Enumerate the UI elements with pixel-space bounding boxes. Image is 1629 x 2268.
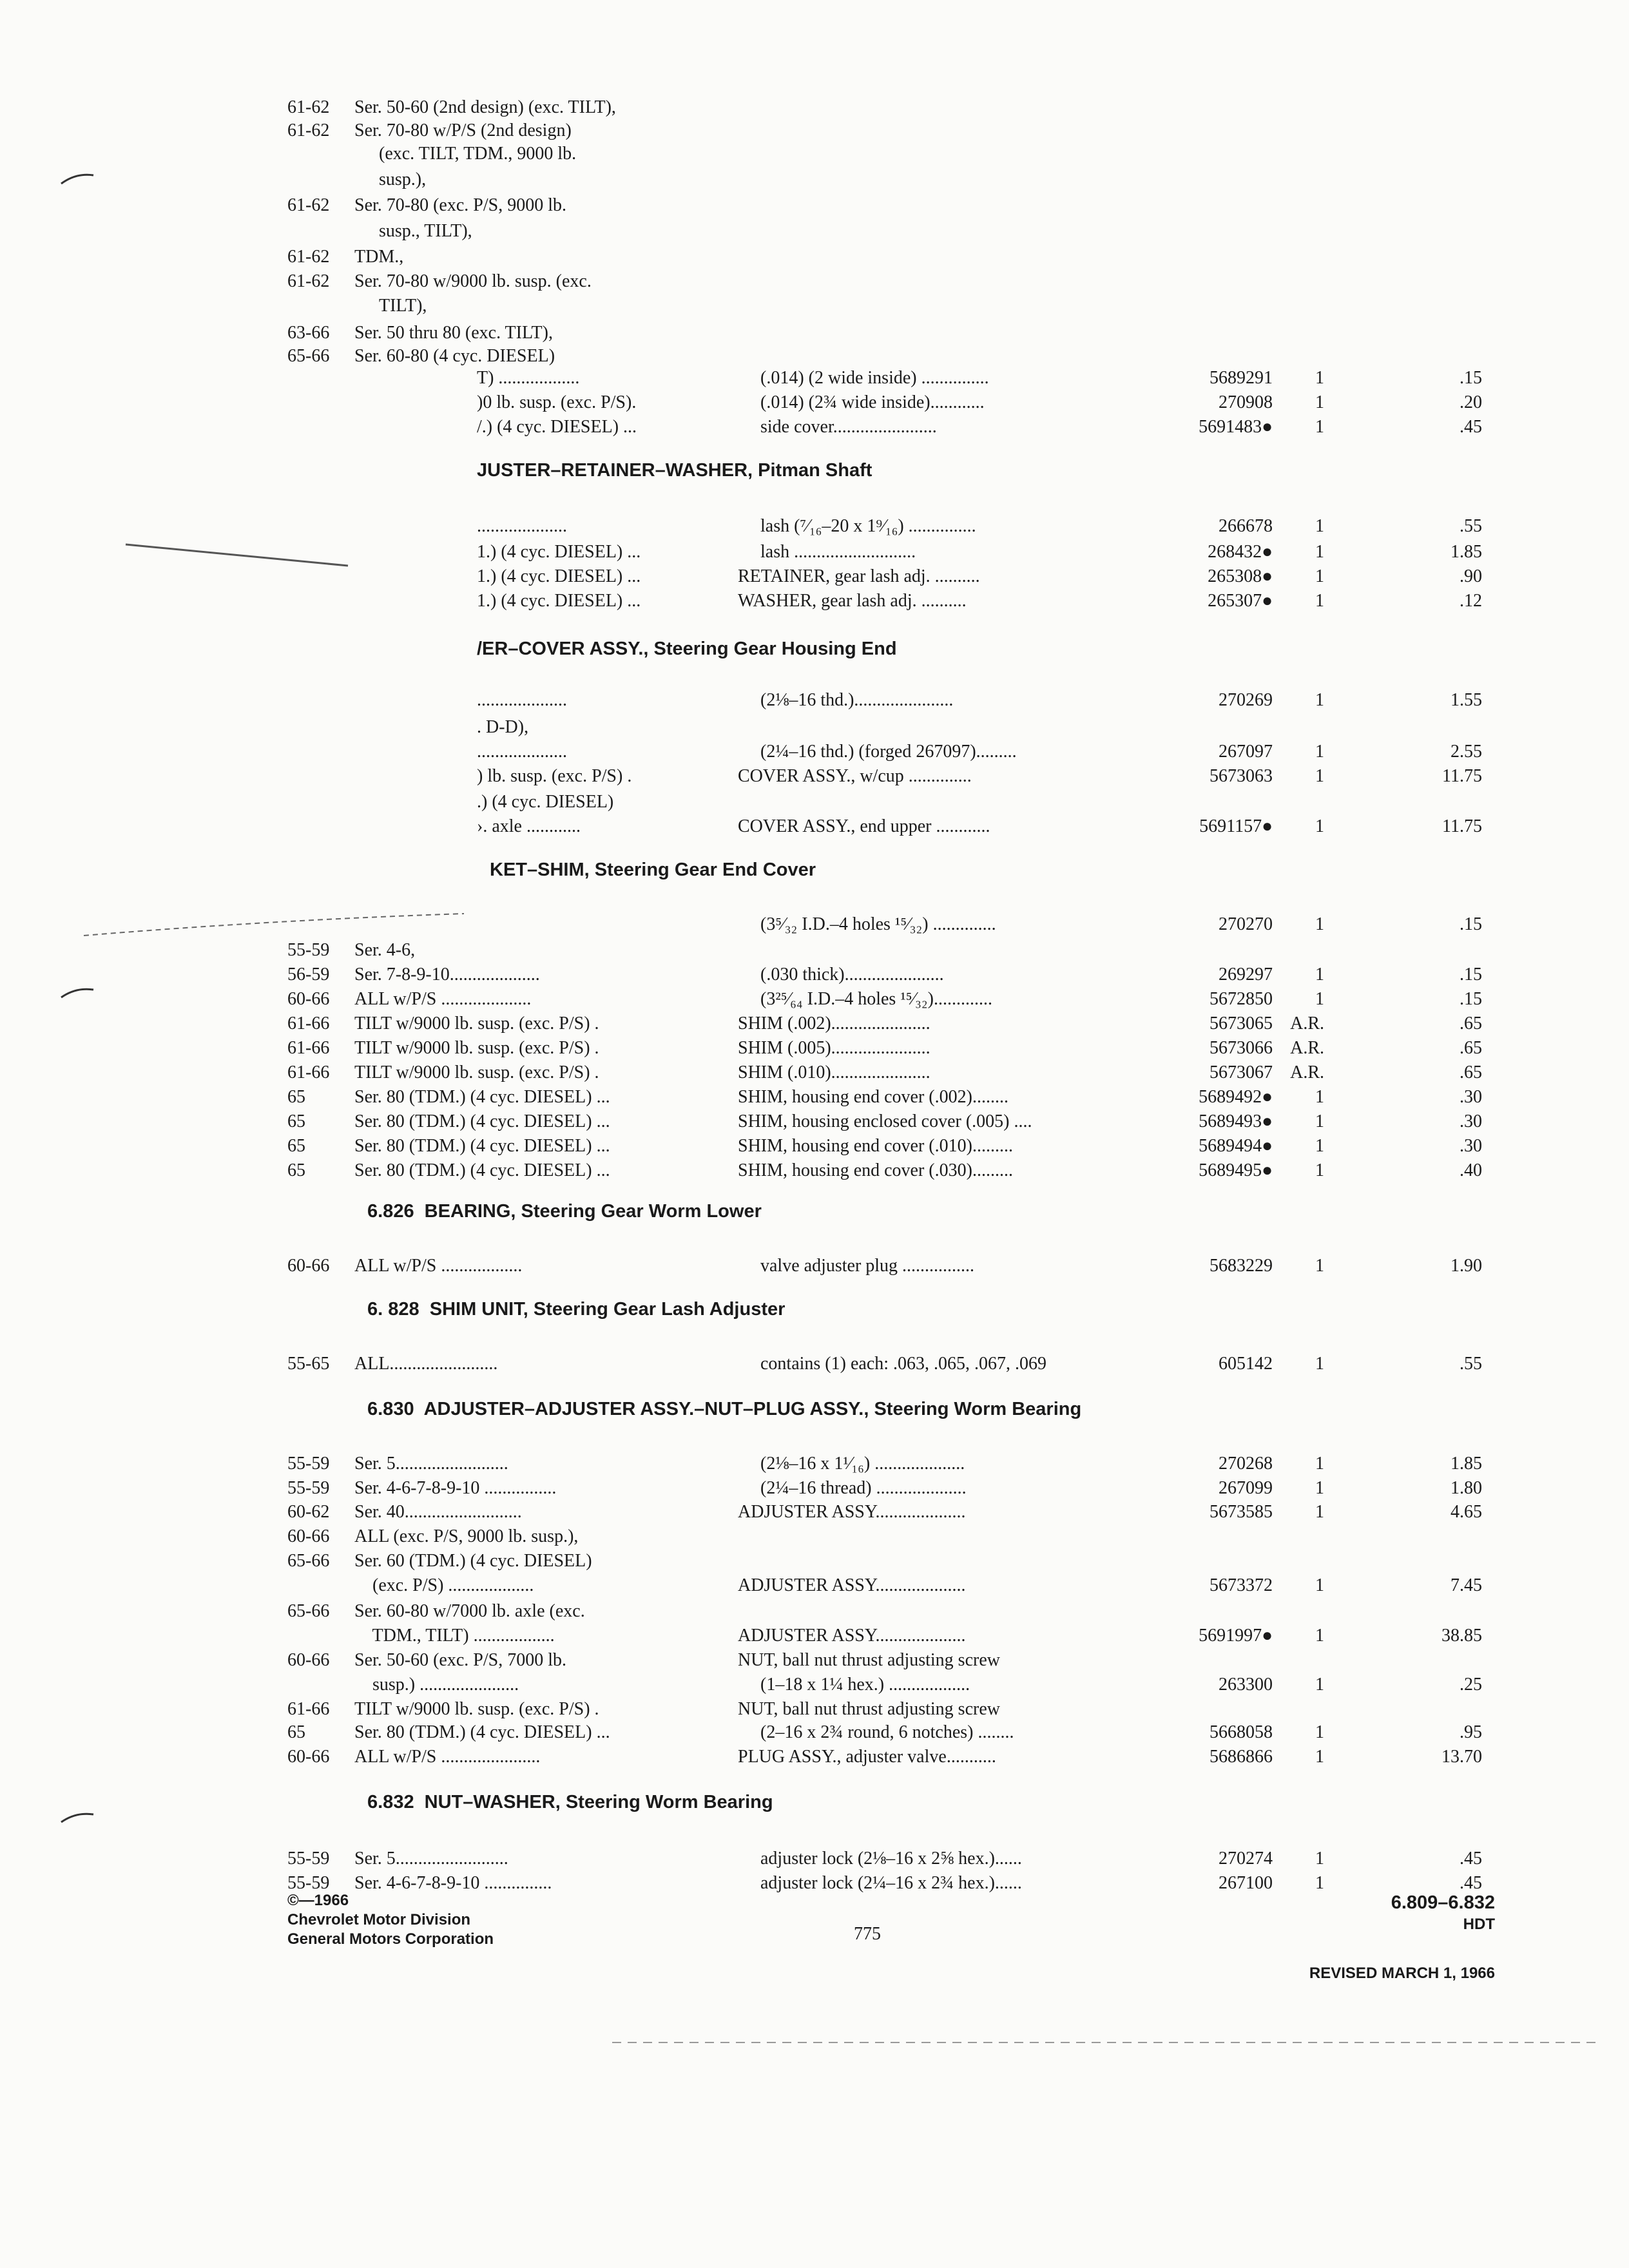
row-quantity: 1 <box>1315 1873 1324 1893</box>
row-description: (.014) (2¾ wide inside)............ <box>760 392 985 412</box>
row-price: .30 <box>1460 1087 1482 1107</box>
row-application: Ser. 60 (TDM.) (4 cyc. DIESEL) <box>354 1551 592 1571</box>
row-price: 11.75 <box>1442 816 1482 836</box>
row-application: T) .................. <box>477 368 580 388</box>
row-application: ALL w/P/S ...................... <box>354 1747 541 1767</box>
row-application: TILT w/9000 lb. susp. (exc. P/S) . <box>354 1699 599 1719</box>
row-application: /.) (4 cyc. DIESEL) ... <box>477 417 637 437</box>
row-quantity: 1 <box>1315 542 1324 562</box>
row-years: 65 <box>287 1087 305 1107</box>
application-text: Ser. 70-80 (exc. P/S, 9000 lb. <box>354 195 566 215</box>
section-heading: 6.826 BEARING, Steering Gear Worm Lower <box>367 1201 762 1222</box>
row-years: 55-59 <box>287 1873 330 1893</box>
row-description: lash (⁷⁄₁₆–20 x 1⁹⁄₁₆) ............... <box>760 516 976 536</box>
row-application: .................... <box>477 690 567 710</box>
row-description: (2⅛–16 x 1¹⁄₁₆) .................... <box>760 1454 965 1474</box>
row-years: 60-66 <box>287 1256 330 1276</box>
row-description: (3⁵⁄₃₂ I.D.–4 holes ¹⁵⁄₃₂) .............. <box>760 914 996 934</box>
row-description: (.030 thick)...................... <box>760 965 944 985</box>
row-years: 61-66 <box>287 1014 330 1033</box>
row-description: (1–18 x 1¼ hex.) .................. <box>760 1675 970 1695</box>
row-part-number: 5673065 <box>1210 1014 1273 1033</box>
application-years: 61-62 <box>287 120 330 140</box>
row-price: .15 <box>1460 989 1482 1009</box>
row-application: Ser. 60-80 w/7000 lb. axle (exc. <box>354 1601 585 1621</box>
row-application: Ser. 5......................... <box>354 1454 508 1474</box>
row-part-number: 266678 <box>1219 516 1273 536</box>
row-quantity: A.R. <box>1290 1062 1324 1082</box>
row-part-number: 265307● <box>1208 591 1273 611</box>
application-years: 63-66 <box>287 323 330 343</box>
row-years: 56-59 <box>287 965 330 985</box>
row-application: TDM., TILT) .................. <box>354 1626 555 1646</box>
row-quantity: 1 <box>1315 989 1324 1009</box>
row-quantity: 1 <box>1315 1502 1324 1522</box>
row-quantity: 1 <box>1315 1454 1324 1474</box>
row-years: 55-65 <box>287 1354 330 1374</box>
row-part-number: 5689493● <box>1199 1111 1273 1131</box>
row-application: 1.) (4 cyc. DIESEL) ... <box>477 566 641 586</box>
copyright: ©—1966 <box>287 1892 349 1909</box>
row-price: .65 <box>1460 1014 1482 1033</box>
row-application: TILT w/9000 lb. susp. (exc. P/S) . <box>354 1014 599 1033</box>
row-price: .65 <box>1460 1038 1482 1058</box>
row-part-number: 270268 <box>1219 1454 1273 1474</box>
row-description: adjuster lock (2¼–16 x 2¾ hex.)...... <box>760 1873 1022 1893</box>
row-quantity: 1 <box>1315 766 1324 786</box>
row-part-number: 5689291 <box>1210 368 1273 388</box>
section-heading: 6.830 ADJUSTER–ADJUSTER ASSY.–NUT–PLUG ASSY., Steering Worm Bearing <box>367 1399 1082 1419</box>
row-quantity: 1 <box>1315 368 1324 388</box>
row-price: 2.55 <box>1451 742 1482 762</box>
row-price: .45 <box>1460 1873 1482 1893</box>
row-description: (.014) (2 wide inside) ............... <box>760 368 989 388</box>
row-quantity: 1 <box>1315 1136 1324 1156</box>
row-application: 1.) (4 cyc. DIESEL) ... <box>477 542 641 562</box>
row-description: SHIM, housing end cover (.002)........ <box>738 1087 1008 1107</box>
row-quantity: 1 <box>1315 1087 1324 1107</box>
row-price: 1.80 <box>1451 1478 1482 1498</box>
row-part-number: 270269 <box>1219 690 1273 710</box>
row-part-number: 267100 <box>1219 1873 1273 1893</box>
row-part-number: 269297 <box>1219 965 1273 985</box>
row-description: COVER ASSY., w/cup .............. <box>738 766 972 786</box>
row-description: SHIM, housing enclosed cover (.005) .... <box>738 1111 1032 1131</box>
row-price: 1.85 <box>1451 542 1482 562</box>
row-part-number: 265308● <box>1208 566 1273 586</box>
application-text: Ser. 50 thru 80 (exc. TILT), <box>354 323 553 343</box>
row-years: 65 <box>287 1722 305 1742</box>
row-part-number: 5672850 <box>1210 989 1273 1009</box>
binding-hole-mark <box>61 989 93 997</box>
row-price: .15 <box>1460 368 1482 388</box>
binding-hole-mark <box>61 175 93 184</box>
row-years: 65 <box>287 1111 305 1131</box>
row-application: Ser. 4-6-7-8-9-10 ............... <box>354 1873 552 1893</box>
row-quantity: 1 <box>1315 516 1324 536</box>
row-years: 60-66 <box>287 1650 330 1670</box>
row-description: ADJUSTER ASSY.................... <box>738 1502 966 1522</box>
row-application: Ser. 80 (TDM.) (4 cyc. DIESEL) ... <box>354 1136 610 1156</box>
row-quantity: 1 <box>1315 1849 1324 1869</box>
row-application: (exc. P/S) ................... <box>354 1575 534 1595</box>
row-price: 7.45 <box>1451 1575 1482 1595</box>
row-quantity: 1 <box>1315 1478 1324 1498</box>
row-quantity: 1 <box>1315 1354 1324 1374</box>
row-description: adjuster lock (2⅛–16 x 2⅝ hex.)...... <box>760 1849 1022 1869</box>
row-application: ALL w/P/S .................. <box>354 1256 523 1276</box>
row-application: Ser. 50-60 (exc. P/S, 7000 lb. <box>354 1650 566 1670</box>
row-description: (3²⁵⁄₆₄ I.D.–4 holes ¹⁵⁄₃₂)............. <box>760 989 993 1009</box>
row-description: side cover....................... <box>760 417 937 437</box>
division-name: Chevrolet Motor Division <box>287 1911 471 1928</box>
row-price: .90 <box>1460 566 1482 586</box>
row-description: SHIM (.002)...................... <box>738 1014 930 1033</box>
catalog-code: HDT <box>1463 1916 1495 1933</box>
application-text: Ser. 60-80 (4 cyc. DIESEL) <box>354 346 555 366</box>
row-price: .30 <box>1460 1111 1482 1131</box>
row-application: Ser. 7-8-9-10.................... <box>354 965 540 985</box>
row-price: .65 <box>1460 1062 1482 1082</box>
application-text: Ser. 70-80 w/P/S (2nd design) <box>354 120 572 140</box>
row-years: 65-66 <box>287 1551 330 1571</box>
row-price: .15 <box>1460 914 1482 934</box>
row-application: 1.) (4 cyc. DIESEL) ... <box>477 591 641 611</box>
row-quantity: 1 <box>1315 417 1324 437</box>
row-years: 60-66 <box>287 989 330 1009</box>
row-description: SHIM (.010)...................... <box>738 1062 930 1082</box>
row-price: .12 <box>1460 591 1482 611</box>
row-price: .55 <box>1460 1354 1482 1374</box>
row-application: Ser. 80 (TDM.) (4 cyc. DIESEL) ... <box>354 1160 610 1180</box>
row-part-number: 5691997● <box>1199 1626 1273 1646</box>
row-part-number: 5683229 <box>1210 1256 1273 1276</box>
row-application: .................... <box>477 516 567 536</box>
row-price: 1.90 <box>1451 1256 1482 1276</box>
row-description: (2–16 x 2¾ round, 6 notches) ........ <box>760 1722 1014 1742</box>
row-quantity: 1 <box>1315 965 1324 985</box>
row-part-number: 267097 <box>1219 742 1273 762</box>
application-text: Ser. 50-60 (2nd design) (exc. TILT), <box>354 97 616 117</box>
row-quantity: 1 <box>1315 591 1324 611</box>
row-description: valve adjuster plug ................ <box>760 1256 975 1276</box>
row-application: Ser. 4-6-7-8-9-10 ................ <box>354 1478 557 1498</box>
row-part-number: 5668058 <box>1210 1722 1273 1742</box>
row-part-number: 5673063 <box>1210 766 1273 786</box>
application-text: (exc. TILT, TDM., 9000 lb. <box>379 144 577 164</box>
row-application: ALL........................ <box>354 1354 498 1374</box>
row-description: SHIM, housing end cover (.010)......... <box>738 1136 1013 1156</box>
section-heading: 6. 828 SHIM UNIT, Steering Gear Lash Adjuster <box>367 1299 786 1320</box>
row-quantity: 1 <box>1315 690 1324 710</box>
row-application: susp.) ...................... <box>354 1675 519 1695</box>
application-text: susp.), <box>379 169 427 189</box>
row-price: 4.65 <box>1451 1502 1482 1522</box>
row-application: ALL w/P/S .................... <box>354 989 532 1009</box>
row-years: 60-66 <box>287 1526 330 1546</box>
row-quantity: 1 <box>1315 914 1324 934</box>
row-years: 65 <box>287 1136 305 1156</box>
row-price: 38.85 <box>1441 1626 1482 1646</box>
row-description: PLUG ASSY., adjuster valve........... <box>738 1747 996 1767</box>
row-years: 55-59 <box>287 1454 330 1474</box>
row-part-number: 5689495● <box>1199 1160 1273 1180</box>
row-quantity: 1 <box>1315 1256 1324 1276</box>
row-part-number: 5691157● <box>1199 816 1273 836</box>
application-text: Ser. 70-80 w/9000 lb. susp. (exc. <box>354 271 592 291</box>
row-quantity: 1 <box>1315 1111 1324 1131</box>
scan-smudge <box>126 544 348 566</box>
section-heading: 6.832 NUT–WASHER, Steering Worm Bearing <box>367 1792 773 1812</box>
revised-date: REVISED MARCH 1, 1966 <box>1309 1965 1495 1982</box>
row-price: .40 <box>1460 1160 1482 1180</box>
row-quantity: 1 <box>1315 1747 1324 1767</box>
application-years: 65-66 <box>287 346 330 366</box>
row-quantity: 1 <box>1315 1160 1324 1180</box>
row-part-number: 5673067 <box>1210 1062 1273 1082</box>
row-price: 1.85 <box>1451 1454 1482 1474</box>
row-years: 65 <box>287 1160 305 1180</box>
row-price: .20 <box>1460 392 1482 412</box>
row-application: Ser. 40.......................... <box>354 1502 522 1522</box>
application-years: 61-62 <box>287 195 330 215</box>
row-part-number: 263300 <box>1219 1675 1273 1695</box>
section-heading: KET–SHIM, Steering Gear End Cover <box>490 860 816 880</box>
scan-smudge <box>84 914 464 936</box>
row-application: Ser. 80 (TDM.) (4 cyc. DIESEL) ... <box>354 1111 610 1131</box>
row-years: 65-66 <box>287 1601 330 1621</box>
row-part-number: 5689494● <box>1199 1136 1273 1156</box>
row-description: COVER ASSY., end upper ............ <box>738 816 990 836</box>
row-quantity: 1 <box>1315 1722 1324 1742</box>
row-price: .30 <box>1460 1136 1482 1156</box>
row-part-number: 5673372 <box>1210 1575 1273 1595</box>
row-part-number: 5686866 <box>1210 1747 1273 1767</box>
row-quantity: 1 <box>1315 816 1324 836</box>
application-text: susp., TILT), <box>379 221 472 241</box>
corporation-name: General Motors Corporation <box>287 1930 494 1948</box>
row-price: 11.75 <box>1442 766 1482 786</box>
row-quantity: A.R. <box>1290 1014 1324 1033</box>
row-years: 61-66 <box>287 1062 330 1082</box>
row-quantity: 1 <box>1315 566 1324 586</box>
section-heading: /ER–COVER ASSY., Steering Gear Housing End <box>477 639 897 659</box>
row-part-number: 5673585 <box>1210 1502 1273 1522</box>
row-part-number: 605142 <box>1219 1354 1273 1374</box>
row-price: .45 <box>1460 417 1482 437</box>
row-part-number: 5689492● <box>1199 1087 1273 1107</box>
row-price: 13.70 <box>1441 1747 1482 1767</box>
row-description: SHIM, housing end cover (.030)......... <box>738 1160 1013 1180</box>
row-application: )0 lb. susp. (exc. P/S). <box>477 392 637 412</box>
row-description: (2¼–16 thread) .................... <box>760 1478 967 1498</box>
row-price: 1.55 <box>1451 690 1482 710</box>
row-description: NUT, ball nut thrust adjusting screw <box>738 1699 1000 1719</box>
row-description: lash ........................... <box>760 542 916 562</box>
row-part-number: 270270 <box>1219 914 1273 934</box>
row-part-number: 268432● <box>1208 542 1273 562</box>
binding-hole-mark <box>61 1814 93 1822</box>
row-years: 60-66 <box>287 1747 330 1767</box>
row-description: RETAINER, gear lash adj. .......... <box>738 566 980 586</box>
row-description: (2⅛–16 thd.)...................... <box>760 690 954 710</box>
row-part-number: 270908 <box>1219 392 1273 412</box>
row-description: SHIM (.005)...................... <box>738 1038 930 1058</box>
application-years: 61-62 <box>287 247 330 267</box>
page-number: 775 <box>854 1924 881 1944</box>
row-years: 61-66 <box>287 1038 330 1058</box>
row-price: .55 <box>1460 516 1482 536</box>
section-range: 6.809–6.832 <box>1391 1892 1495 1913</box>
row-application: Ser. 80 (TDM.) (4 cyc. DIESEL) ... <box>354 1722 610 1742</box>
row-application: TILT w/9000 lb. susp. (exc. P/S) . <box>354 1062 599 1082</box>
row-quantity: 1 <box>1315 392 1324 412</box>
row-description: ADJUSTER ASSY.................... <box>738 1626 966 1646</box>
row-application: .................... <box>477 742 567 762</box>
row-part-number: 5691483● <box>1199 417 1273 437</box>
row-application: ) lb. susp. (exc. P/S) . <box>477 766 632 786</box>
row-description: NUT, ball nut thrust adjusting screw <box>738 1650 1000 1670</box>
row-application: .) (4 cyc. DIESEL) <box>477 792 614 812</box>
section-heading: JUSTER–RETAINER–WASHER, Pitman Shaft <box>477 460 872 481</box>
row-application: ›. axle ............ <box>477 816 581 836</box>
row-description: ADJUSTER ASSY.................... <box>738 1575 966 1595</box>
row-quantity: 1 <box>1315 1675 1324 1695</box>
row-part-number: 5673066 <box>1210 1038 1273 1058</box>
application-years: 61-62 <box>287 97 330 117</box>
row-years: 55-59 <box>287 1478 330 1498</box>
row-years: 61-66 <box>287 1699 330 1719</box>
row-price: .45 <box>1460 1849 1482 1869</box>
row-price: .15 <box>1460 965 1482 985</box>
application-text: TILT), <box>379 296 427 316</box>
row-years: 55-59 <box>287 1849 330 1869</box>
row-description: (2¼–16 thd.) (forged 267097)......... <box>760 742 1017 762</box>
application-years: 61-62 <box>287 271 330 291</box>
row-quantity: A.R. <box>1290 1038 1324 1058</box>
row-application: . D-D), <box>477 717 529 737</box>
row-price: .95 <box>1460 1722 1482 1742</box>
row-application: Ser. 80 (TDM.) (4 cyc. DIESEL) ... <box>354 1087 610 1107</box>
row-application: TILT w/9000 lb. susp. (exc. P/S) . <box>354 1038 599 1058</box>
row-years: 55-59 <box>287 940 330 960</box>
row-application: ALL (exc. P/S, 9000 lb. susp.), <box>354 1526 579 1546</box>
row-quantity: 1 <box>1315 1626 1324 1646</box>
row-part-number: 267099 <box>1219 1478 1273 1498</box>
row-quantity: 1 <box>1315 1575 1324 1595</box>
row-description: contains (1) each: .063, .065, .067, .069 <box>760 1354 1047 1374</box>
row-application: Ser. 4-6, <box>354 940 416 960</box>
row-years: 60-62 <box>287 1502 330 1522</box>
row-part-number: 270274 <box>1219 1849 1273 1869</box>
row-quantity: 1 <box>1315 742 1324 762</box>
row-application: Ser. 5......................... <box>354 1849 508 1869</box>
row-description: WASHER, gear lash adj. .......... <box>738 591 967 611</box>
application-text: TDM., <box>354 247 404 267</box>
row-price: .25 <box>1460 1675 1482 1695</box>
